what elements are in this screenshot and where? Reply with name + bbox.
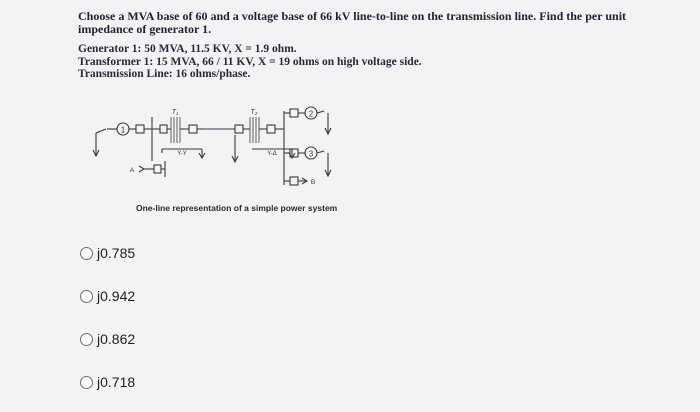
radio-circle-icon[interactable] (80, 376, 93, 389)
gen-1-number: 1 (120, 125, 126, 135)
one-line-diagram-svg (92, 103, 382, 201)
t2-label: T₂ (250, 109, 258, 116)
option-label: j0.862 (97, 331, 136, 347)
gen-2-number: 2 (308, 109, 314, 119)
option-label: j0.942 (97, 288, 136, 304)
t1-connection: Y-Y (177, 151, 187, 157)
radio-circle-icon[interactable] (80, 333, 93, 346)
option-2[interactable] (80, 286, 135, 306)
option-1[interactable] (80, 243, 135, 263)
option-4[interactable] (80, 372, 135, 392)
bus-a-label: A (129, 167, 135, 174)
option-label: j0.785 (97, 245, 136, 261)
option-label: j0.718 (97, 374, 136, 390)
option-3[interactable] (80, 329, 135, 349)
t2-connection: Y-Δ (267, 151, 277, 157)
question-line-2: impedance of generator 1. (78, 22, 212, 36)
question-line-1: Choose a MVA base of 60 and a voltage base of 66 kV line-to-line on the transmission line. Find the per unit (78, 9, 627, 23)
transformer-1-spec: Transformer 1: 15 MVA, 66 / 11 KV, X = 19 ohms on high voltage side. (78, 55, 422, 68)
radio-circle-icon[interactable] (80, 247, 93, 260)
generator-1-spec: Generator 1: 50 MVA, 11.5 KV, X = 1.9 ohm. (78, 43, 297, 55)
diagram-caption: One-line representation of a simple power system (136, 203, 338, 213)
question-text (78, 10, 678, 36)
transmission-line-spec: Transmission Line: 16 ohms/phase. (78, 68, 251, 80)
one-line-diagram (92, 103, 382, 206)
t1-label: T₁ (171, 109, 179, 116)
given-data (78, 43, 638, 81)
bus-b-label: B (310, 179, 316, 186)
gen-3-number: 3 (308, 149, 314, 159)
radio-circle-icon[interactable] (80, 290, 93, 303)
